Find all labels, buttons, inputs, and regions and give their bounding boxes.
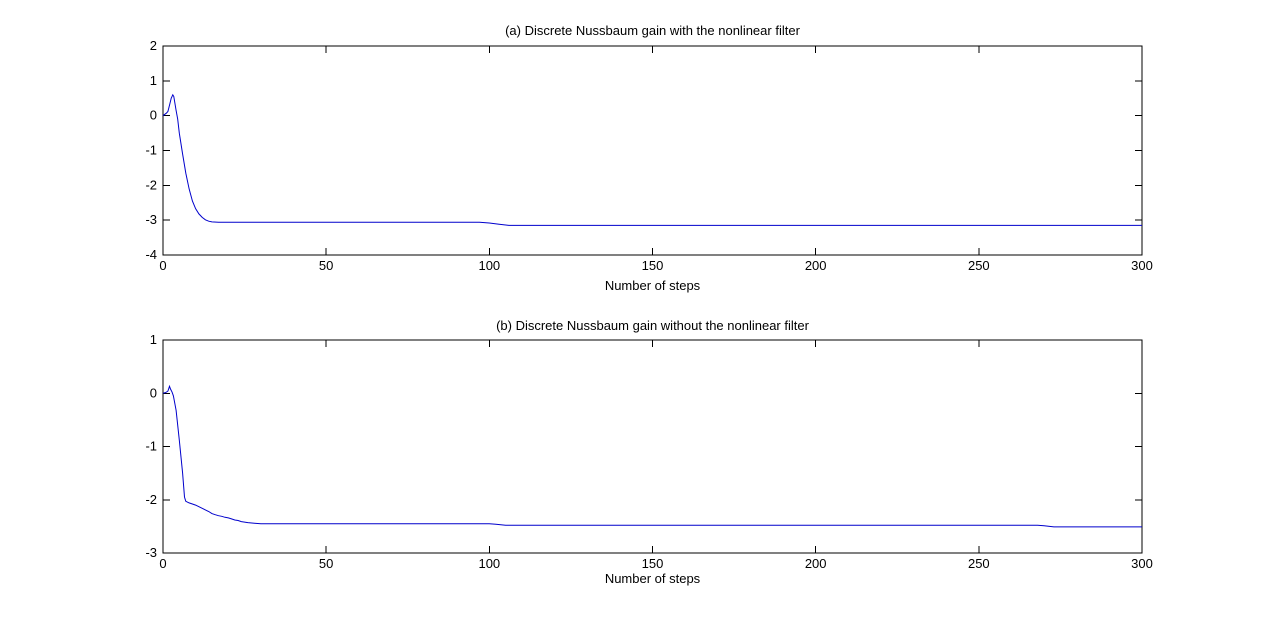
subplot-b-xlabel: Number of steps (604, 571, 701, 586)
x-tick-label-b: 0 (159, 556, 167, 571)
x-tick-label-b: 150 (641, 556, 664, 571)
x-tick-label-a: 250 (967, 258, 990, 273)
x-tick-label-b: 50 (318, 556, 334, 571)
x-tick-label-b: 250 (967, 556, 990, 571)
y-tick-label-a: -3 (145, 212, 157, 228)
y-tick-label-a: -4 (145, 247, 157, 262)
y-tick-label-a: -1 (145, 142, 157, 158)
x-tick-label-a: 150 (641, 258, 664, 273)
y-tick-label-b: -3 (145, 545, 157, 560)
subplot-b-title: (b) Discrete Nussbaum gain without the nonlinear filter (496, 318, 809, 333)
y-tick-label-b: -2 (145, 491, 157, 507)
y-tick-label-b: 1 (149, 332, 157, 347)
y-tick-label-a: -2 (145, 177, 157, 193)
x-tick-label-b: 200 (804, 556, 827, 571)
subplot-a-xlabel: Number of steps (604, 278, 701, 293)
x-tick-label-a: 100 (478, 258, 501, 273)
axes-box-a (163, 46, 1142, 255)
x-tick-label-a: 0 (159, 258, 167, 273)
y-tick-label-a: 0 (149, 107, 157, 123)
x-tick-label-b: 100 (478, 556, 501, 571)
y-tick-label-b: -1 (145, 438, 157, 454)
subplot-a-title: (a) Discrete Nussbaum gain with the nonlinear filter (505, 23, 800, 38)
y-tick-label-b: 0 (149, 385, 157, 401)
series-line-a (163, 95, 1142, 226)
x-tick-label-a: 200 (804, 258, 827, 273)
y-tick-label-a: 1 (149, 72, 157, 88)
y-tick-label-a: 2 (149, 38, 157, 53)
series-line-b (163, 386, 1142, 527)
x-tick-label-a: 50 (318, 258, 334, 273)
axes-box-b (163, 340, 1142, 553)
x-tick-label-a: 300 (1131, 258, 1153, 273)
x-tick-label-b: 300 (1131, 556, 1153, 571)
